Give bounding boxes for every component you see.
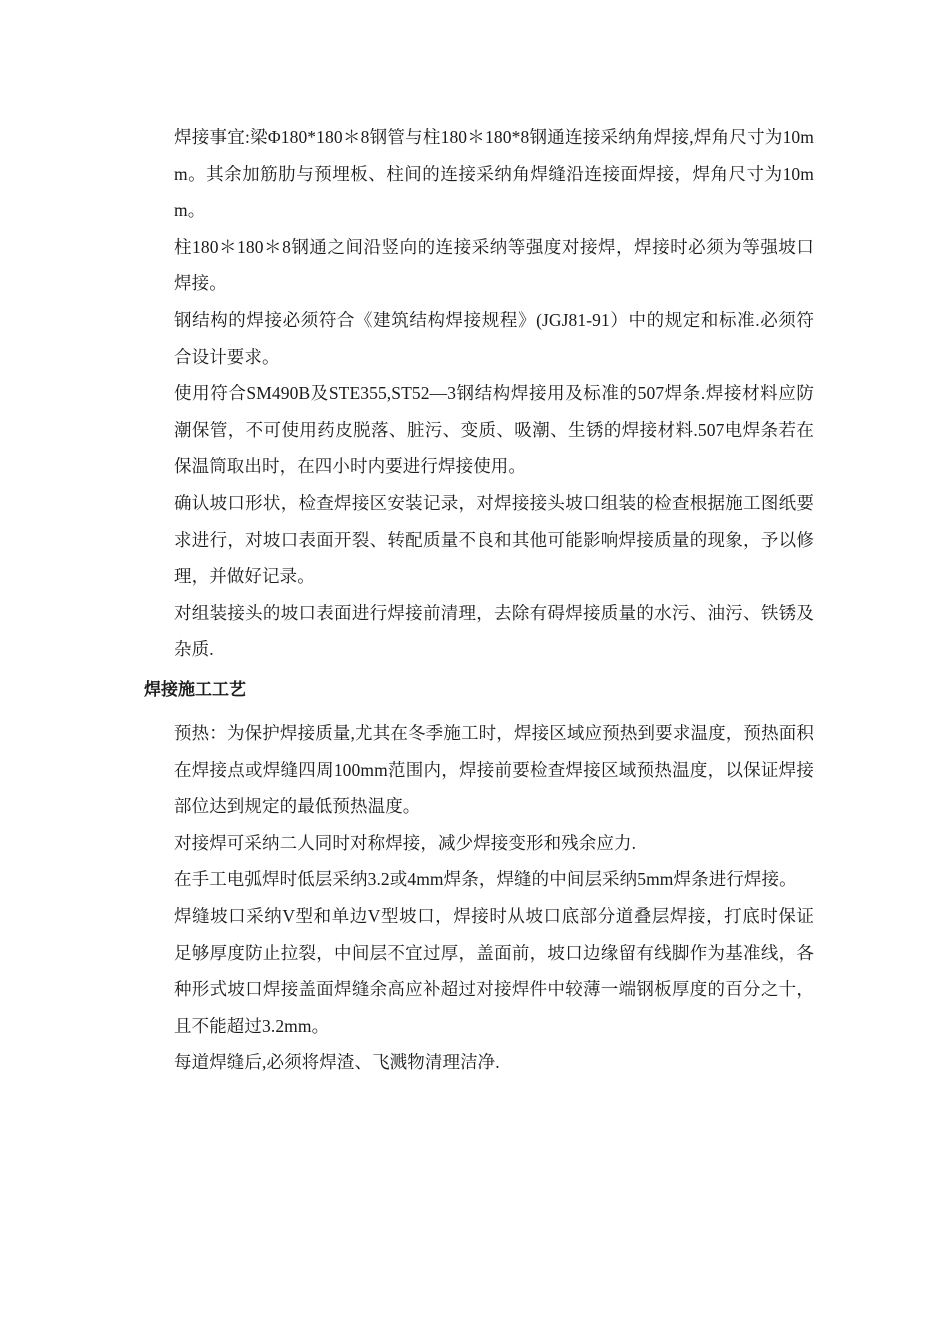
section-heading-welding-process: 焊接施工工艺 bbox=[144, 680, 246, 700]
paragraph-column-butt-weld: 柱180＊180＊8钢通之间沿竖向的连接采纳等强度对接焊，焊接时必须为等强坡口焊接。 bbox=[174, 236, 814, 294]
paragraph-electrode-requirements: 使用符合SM490B及STE355,ST52—3钢结构焊接用及标准的507焊条.焊接材料应防潮保管，不可使用药皮脱落、脏污、变质、吸潮、生锈的焊接材料.507电焊条若在保温筒取出时，在四小时内要进行焊接使用。 bbox=[174, 383, 814, 477]
paragraph-welding-code: 钢结构的焊接必须符合《建筑结构焊接规程》(JGJ81-91）中的规定和标准.必须符合设计要求。 bbox=[174, 309, 814, 367]
paragraph-groove-inspection: 确认坡口形状，检查焊接区安装记录，对焊接接头坡口组装的检查根据施工图纸要求进行，对坡口表面开裂、转配质量不良和其他可能影响焊接质量的现象，予以修理，并做好记录。 bbox=[174, 492, 814, 587]
paragraph-electrode-sizes: 在手工电弧焊时低层采纳3.2或4mm焊条，焊缝的中间层采纳5mm焊条进行焊接。 bbox=[174, 869, 797, 890]
paragraph-slag-cleanup: 每道焊缝后,必须将焊渣、飞溅物清理洁净. bbox=[174, 1052, 500, 1073]
paragraph-symmetric-welding: 对接焊可采纳二人同时对称焊接，减少焊接变形和残余应力. bbox=[174, 832, 637, 853]
paragraph-weld-specs: 焊接事宜:梁Φ180*180＊8钢管与柱180＊180*8钢通连接采纳角焊接,焊角尺寸为10mm。其余加筋肋与预埋板、柱间的连接采纳角焊缝沿连接面焊接，焊角尺寸为10mm。 bbox=[174, 127, 814, 221]
paragraph-groove-types: 焊缝坡口采纳V型和单边V型坡口，焊接时从坡口底部分道叠层焊接，打底时保证足够厚度防止拉裂，中间层不宜过厚，盖面前，坡口边缘留有线脚作为基准线，各种形式坡口焊接盖面焊缝余高应补超过对接焊件中较薄一端钢板厚度的百分之十，且不能超过3.2mm。 bbox=[174, 905, 814, 1036]
welding-process-section bbox=[174, 715, 814, 1081]
paragraph-preheat: 预热：为保护焊接质量,尤其在冬季施工时，焊接区域应预热到要求温度，预热面积在焊接点或焊缝四周100mm范围内，焊接前要检查焊接区域预热温度，以保证焊接部位达到规定的最低预热温度。 bbox=[174, 723, 814, 817]
paragraph-pre-weld-cleaning: 对组装接头的坡口表面进行焊接前清理，去除有碍焊接质量的水污、油污、铁锈及杂质. bbox=[174, 602, 814, 660]
welding-matters-section bbox=[174, 119, 814, 668]
